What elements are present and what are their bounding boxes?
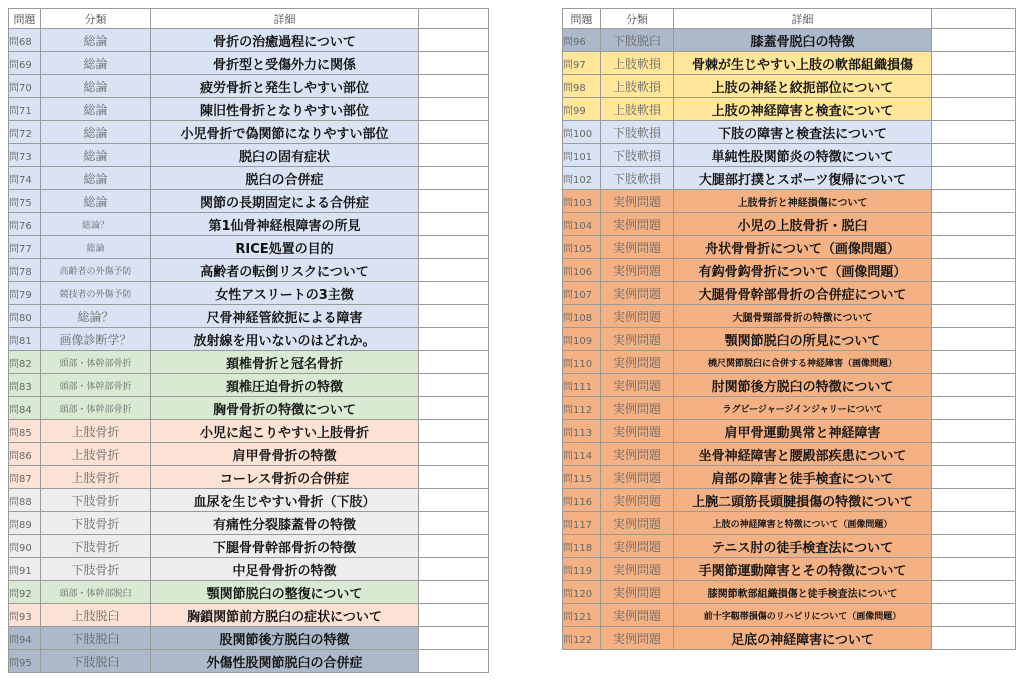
detail-cell: 有鈎骨鈎骨折について（画像問題）	[674, 259, 932, 282]
table-row	[563, 535, 1016, 558]
empty-cell	[932, 627, 1016, 650]
empty-cell	[419, 213, 489, 236]
detail-cell: ラグビージャージインジャリーについて	[674, 397, 932, 420]
question-number: 問97	[563, 52, 601, 75]
detail-cell: 足底の神経障害について	[674, 627, 932, 650]
category-cell: 実例問題	[601, 512, 674, 535]
detail-cell: 下腿骨骨幹部骨折の特徴	[151, 535, 419, 558]
table-row	[9, 98, 489, 121]
table-row	[9, 397, 489, 420]
category-cell: 総論？	[41, 213, 151, 236]
table-row	[9, 420, 489, 443]
empty-cell	[419, 443, 489, 466]
category-cell: 上肢骨折	[41, 466, 151, 489]
table-row	[563, 236, 1016, 259]
detail-cell: 小児に起こりやすい上肢骨折	[151, 420, 419, 443]
question-number: 問93	[9, 604, 41, 627]
question-number: 問88	[9, 489, 41, 512]
header-extra	[419, 9, 489, 29]
question-number: 問69	[9, 52, 41, 75]
detail-cell: 上肢の神経障害と特徴について（画像問題）	[674, 512, 932, 535]
detail-cell: 陳旧性骨折となりやすい部位	[151, 98, 419, 121]
question-number: 問76	[9, 213, 41, 236]
question-number: 問105	[563, 236, 601, 259]
table-row	[9, 535, 489, 558]
detail-cell: 上腕二頭筋長頭腱損傷の特徴について	[674, 489, 932, 512]
empty-cell	[932, 489, 1016, 512]
question-number: 問116	[563, 489, 601, 512]
cropped-title-strip	[0, 0, 1024, 8]
table-row	[563, 627, 1016, 650]
detail-cell: 胸骨骨折の特徴について	[151, 397, 419, 420]
question-number: 問91	[9, 558, 41, 581]
empty-cell	[419, 259, 489, 282]
category-cell: 下肢軟損	[601, 167, 674, 190]
table-row	[9, 581, 489, 604]
detail-cell: 大腿部打撲とスポーツ復帰について	[674, 167, 932, 190]
empty-cell	[932, 305, 1016, 328]
empty-cell	[932, 328, 1016, 351]
question-number: 問71	[9, 98, 41, 121]
detail-cell: テニス肘の徒手検査法について	[674, 535, 932, 558]
detail-cell: RICE処置の目的	[151, 236, 419, 259]
category-cell: 下肢軟損	[601, 144, 674, 167]
empty-cell	[932, 374, 1016, 397]
table-row	[9, 236, 489, 259]
detail-cell: 肩甲骨骨折の特徴	[151, 443, 419, 466]
empty-cell	[419, 627, 489, 650]
table-row	[563, 558, 1016, 581]
detail-cell: 股関節後方脱臼の特徴	[151, 627, 419, 650]
empty-cell	[932, 558, 1016, 581]
question-number: 問101	[563, 144, 601, 167]
detail-cell: 有痛性分裂膝蓋骨の特徴	[151, 512, 419, 535]
empty-cell	[419, 52, 489, 75]
detail-cell: コーレス骨折の合併症	[151, 466, 419, 489]
table-row	[9, 144, 489, 167]
detail-cell: 前十字靱帯損傷のリハビリについて（画像問題）	[674, 604, 932, 627]
table-row	[563, 259, 1016, 282]
empty-cell	[419, 397, 489, 420]
detail-cell: 顎関節脱臼の所見について	[674, 328, 932, 351]
header-row	[9, 9, 489, 29]
header-num: 問題	[563, 9, 601, 29]
empty-cell	[419, 604, 489, 627]
empty-cell	[932, 236, 1016, 259]
category-cell: 実例問題	[601, 558, 674, 581]
question-number: 問100	[563, 121, 601, 144]
question-number: 問96	[563, 29, 601, 52]
question-number: 問107	[563, 282, 601, 305]
table-row	[9, 374, 489, 397]
category-cell: 頭部・体幹部骨折	[41, 374, 151, 397]
category-cell: 下肢脱臼	[41, 650, 151, 673]
detail-cell: 外傷性股関節脱臼の合併症	[151, 650, 419, 673]
detail-cell: 骨折の治癒過程について	[151, 29, 419, 52]
empty-cell	[932, 282, 1016, 305]
empty-cell	[419, 190, 489, 213]
question-number: 問86	[9, 443, 41, 466]
table-row	[563, 98, 1016, 121]
table-row	[9, 121, 489, 144]
detail-cell: 尺骨神経管絞扼による障害	[151, 305, 419, 328]
detail-cell: 中足骨骨折の特徴	[151, 558, 419, 581]
detail-cell: 膝蓋骨脱臼の特徴	[674, 29, 932, 52]
question-number: 問118	[563, 535, 601, 558]
empty-cell	[932, 52, 1016, 75]
question-number: 問122	[563, 627, 601, 650]
question-number: 問103	[563, 190, 601, 213]
question-number: 問70	[9, 75, 41, 98]
table-row	[9, 466, 489, 489]
empty-cell	[419, 650, 489, 673]
table-row	[9, 305, 489, 328]
question-number: 問92	[9, 581, 41, 604]
table-row	[9, 627, 489, 650]
table-row	[9, 75, 489, 98]
empty-cell	[932, 75, 1016, 98]
table-row	[9, 282, 489, 305]
category-cell: 上肢骨折	[41, 443, 151, 466]
question-number: 問95	[9, 650, 41, 673]
empty-cell	[419, 535, 489, 558]
empty-cell	[932, 535, 1016, 558]
detail-cell: 頚椎骨折と冠名骨折	[151, 351, 419, 374]
question-number: 問115	[563, 466, 601, 489]
question-table-left	[8, 8, 489, 673]
detail-cell: 顎関節脱臼の整復について	[151, 581, 419, 604]
question-number: 問114	[563, 443, 601, 466]
category-cell: 総論？	[41, 305, 151, 328]
detail-cell: 肩部の障害と徒手検査について	[674, 466, 932, 489]
table-row	[9, 443, 489, 466]
question-number: 問75	[9, 190, 41, 213]
category-cell: 競技者の外傷予防	[41, 282, 151, 305]
question-number: 問120	[563, 581, 601, 604]
header-row	[563, 9, 1016, 29]
question-number: 問111	[563, 374, 601, 397]
table-row	[9, 213, 489, 236]
empty-cell	[932, 397, 1016, 420]
header-num: 問題	[9, 9, 41, 29]
question-number: 問104	[563, 213, 601, 236]
table-row	[9, 259, 489, 282]
category-cell: 上肢軟損	[601, 52, 674, 75]
question-number: 問79	[9, 282, 41, 305]
table-row	[563, 466, 1016, 489]
category-cell: 頭部・体幹部骨折	[41, 351, 151, 374]
question-number: 問113	[563, 420, 601, 443]
detail-cell: 放射線を用いないのはどれか。	[151, 328, 419, 351]
table-row	[563, 52, 1016, 75]
category-cell: 下肢脱臼	[41, 627, 151, 650]
table-row	[563, 512, 1016, 535]
category-cell: 実例問題	[601, 374, 674, 397]
empty-cell	[419, 305, 489, 328]
table-row	[9, 512, 489, 535]
category-cell: 実例問題	[601, 305, 674, 328]
question-number: 問87	[9, 466, 41, 489]
detail-cell: 単純性股関節炎の特徴について	[674, 144, 932, 167]
detail-cell: 手関節運動障害とその特徴について	[674, 558, 932, 581]
question-number: 問83	[9, 374, 41, 397]
category-cell: 総論	[41, 236, 151, 259]
question-number: 問90	[9, 535, 41, 558]
category-cell: 頭部・体幹部脱臼	[41, 581, 151, 604]
table-row	[9, 29, 489, 52]
empty-cell	[419, 489, 489, 512]
empty-cell	[419, 144, 489, 167]
category-cell: 実例問題	[601, 213, 674, 236]
detail-cell: 上肢骨折と神経損傷について	[674, 190, 932, 213]
detail-cell: 血尿を生じやすい骨折（下肢）	[151, 489, 419, 512]
detail-cell: 小児の上肢骨折・脱臼	[674, 213, 932, 236]
question-number: 問80	[9, 305, 41, 328]
detail-cell: 大腿骨頸部骨折の特徴について	[674, 305, 932, 328]
empty-cell	[932, 98, 1016, 121]
category-cell: 総論	[41, 190, 151, 213]
category-cell: 実例問題	[601, 443, 674, 466]
empty-cell	[932, 259, 1016, 282]
detail-cell: 上肢の神経障害と検査について	[674, 98, 932, 121]
question-number: 問106	[563, 259, 601, 282]
question-number: 問72	[9, 121, 41, 144]
detail-cell: 骨棘が生じやすい上肢の軟部組織損傷	[674, 52, 932, 75]
table-row	[9, 604, 489, 627]
category-cell: 総論	[41, 121, 151, 144]
category-cell: 実例問題	[601, 627, 674, 650]
category-cell: 下肢骨折	[41, 489, 151, 512]
category-cell: 実例問題	[601, 581, 674, 604]
question-number: 問119	[563, 558, 601, 581]
empty-cell	[419, 282, 489, 305]
header-category: 分類	[601, 9, 674, 29]
empty-cell	[932, 604, 1016, 627]
question-number: 問110	[563, 351, 601, 374]
category-cell: 下肢骨折	[41, 535, 151, 558]
right-table-body	[563, 29, 1016, 650]
category-cell: 下肢骨折	[41, 512, 151, 535]
table-row	[563, 282, 1016, 305]
header-detail: 詳細	[151, 9, 419, 29]
detail-cell: 胸鎖関節前方脱臼の症状について	[151, 604, 419, 627]
category-cell: 下肢軟損	[601, 121, 674, 144]
header-extra	[932, 9, 1016, 29]
empty-cell	[932, 121, 1016, 144]
table-row	[9, 489, 489, 512]
empty-cell	[419, 167, 489, 190]
empty-cell	[932, 420, 1016, 443]
detail-cell: 舟状骨骨折について（画像問題）	[674, 236, 932, 259]
empty-cell	[419, 121, 489, 144]
detail-cell: 疲労骨折と発生しやすい部位	[151, 75, 419, 98]
detail-cell: 脱臼の固有症状	[151, 144, 419, 167]
table-row	[563, 374, 1016, 397]
question-table-right	[562, 8, 1016, 650]
empty-cell	[932, 29, 1016, 52]
table-row	[563, 305, 1016, 328]
category-cell: 実例問題	[601, 604, 674, 627]
detail-cell: 上肢の神経と絞扼部位について	[674, 75, 932, 98]
detail-cell: 第1仙骨神経根障害の所見	[151, 213, 419, 236]
table-row	[9, 167, 489, 190]
table-row	[563, 604, 1016, 627]
header-category: 分類	[41, 9, 151, 29]
category-cell: 上肢軟損	[601, 98, 674, 121]
category-cell: 総論	[41, 144, 151, 167]
table-row	[9, 328, 489, 351]
empty-cell	[932, 581, 1016, 604]
table-row	[9, 190, 489, 213]
category-cell: 実例問題	[601, 489, 674, 512]
question-number: 問108	[563, 305, 601, 328]
table-row	[563, 121, 1016, 144]
category-cell: 総論	[41, 29, 151, 52]
table-row	[563, 581, 1016, 604]
category-cell: 総論	[41, 75, 151, 98]
category-cell: 頭部・体幹部骨折	[41, 397, 151, 420]
table-row	[9, 650, 489, 673]
question-number: 問102	[563, 167, 601, 190]
table-row	[563, 328, 1016, 351]
detail-cell: 肘関節後方脱臼の特徴について	[674, 374, 932, 397]
detail-cell: 肩甲骨運動異常と神経障害	[674, 420, 932, 443]
empty-cell	[419, 512, 489, 535]
left-table-body	[9, 29, 489, 673]
category-cell: 総論	[41, 167, 151, 190]
table-row	[563, 75, 1016, 98]
empty-cell	[932, 213, 1016, 236]
empty-cell	[932, 512, 1016, 535]
empty-cell	[419, 581, 489, 604]
question-number: 問121	[563, 604, 601, 627]
table-row	[563, 443, 1016, 466]
empty-cell	[419, 466, 489, 489]
question-number: 問81	[9, 328, 41, 351]
table-row	[563, 397, 1016, 420]
question-number: 問117	[563, 512, 601, 535]
table-row	[563, 29, 1016, 52]
empty-cell	[419, 29, 489, 52]
empty-cell	[932, 167, 1016, 190]
table-row	[563, 351, 1016, 374]
question-number: 問99	[563, 98, 601, 121]
table-row	[563, 489, 1016, 512]
question-number: 問82	[9, 351, 41, 374]
question-number: 問109	[563, 328, 601, 351]
question-number: 問77	[9, 236, 41, 259]
detail-cell: 大腿骨骨幹部骨折の合併症について	[674, 282, 932, 305]
category-cell: 実例問題	[601, 236, 674, 259]
detail-cell: 膝関節軟部組織損傷と徒手検査法について	[674, 581, 932, 604]
detail-cell: 頚椎圧迫骨折の特徴	[151, 374, 419, 397]
empty-cell	[419, 351, 489, 374]
empty-cell	[419, 420, 489, 443]
header-detail: 詳細	[674, 9, 932, 29]
question-number: 問98	[563, 75, 601, 98]
empty-cell	[932, 466, 1016, 489]
category-cell: 実例問題	[601, 466, 674, 489]
table-row	[563, 190, 1016, 213]
category-cell: 実例問題	[601, 420, 674, 443]
empty-cell	[932, 443, 1016, 466]
empty-cell	[932, 190, 1016, 213]
question-number: 問112	[563, 397, 601, 420]
table-row	[563, 213, 1016, 236]
empty-cell	[932, 144, 1016, 167]
empty-cell	[932, 351, 1016, 374]
detail-cell: 坐骨神経障害と腰殿部疾患について	[674, 443, 932, 466]
category-cell: 実例問題	[601, 351, 674, 374]
category-cell: 実例問題	[601, 259, 674, 282]
detail-cell: 下肢の障害と検査法について	[674, 121, 932, 144]
empty-cell	[419, 98, 489, 121]
question-number: 問85	[9, 420, 41, 443]
table-row	[9, 52, 489, 75]
table-row	[9, 558, 489, 581]
category-cell: 総論	[41, 52, 151, 75]
table-row	[563, 420, 1016, 443]
category-cell: 上肢骨折	[41, 420, 151, 443]
detail-cell: 小児骨折で偽関節になりやすい部位	[151, 121, 419, 144]
detail-cell: 女性アスリートの3主徴	[151, 282, 419, 305]
table-row	[563, 167, 1016, 190]
category-cell: 上肢軟損	[601, 75, 674, 98]
category-cell: 上肢脱臼	[41, 604, 151, 627]
category-cell: 実例問題	[601, 535, 674, 558]
empty-cell	[419, 558, 489, 581]
category-cell: 下肢骨折	[41, 558, 151, 581]
detail-cell: 橈尺関節脱臼に合併する神経障害（画像問題）	[674, 351, 932, 374]
table-row	[563, 144, 1016, 167]
question-number: 問68	[9, 29, 41, 52]
question-number: 問73	[9, 144, 41, 167]
question-number: 問94	[9, 627, 41, 650]
category-cell: 実例問題	[601, 397, 674, 420]
category-cell: 総論	[41, 98, 151, 121]
question-number: 問89	[9, 512, 41, 535]
category-cell: 下肢脱臼	[601, 29, 674, 52]
empty-cell	[419, 328, 489, 351]
question-number: 問74	[9, 167, 41, 190]
category-cell: 実例問題	[601, 190, 674, 213]
detail-cell: 関節の長期固定による合併症	[151, 190, 419, 213]
category-cell: 実例問題	[601, 328, 674, 351]
category-cell: 画像診断学？	[41, 328, 151, 351]
detail-cell: 高齢者の転倒リスクについて	[151, 259, 419, 282]
question-number: 問78	[9, 259, 41, 282]
question-number: 問84	[9, 397, 41, 420]
category-cell: 高齢者の外傷予防	[41, 259, 151, 282]
category-cell: 実例問題	[601, 282, 674, 305]
empty-cell	[419, 236, 489, 259]
empty-cell	[419, 75, 489, 98]
detail-cell: 脱臼の合併症	[151, 167, 419, 190]
table-row	[9, 351, 489, 374]
empty-cell	[419, 374, 489, 397]
detail-cell: 骨折型と受傷外力に関係	[151, 52, 419, 75]
